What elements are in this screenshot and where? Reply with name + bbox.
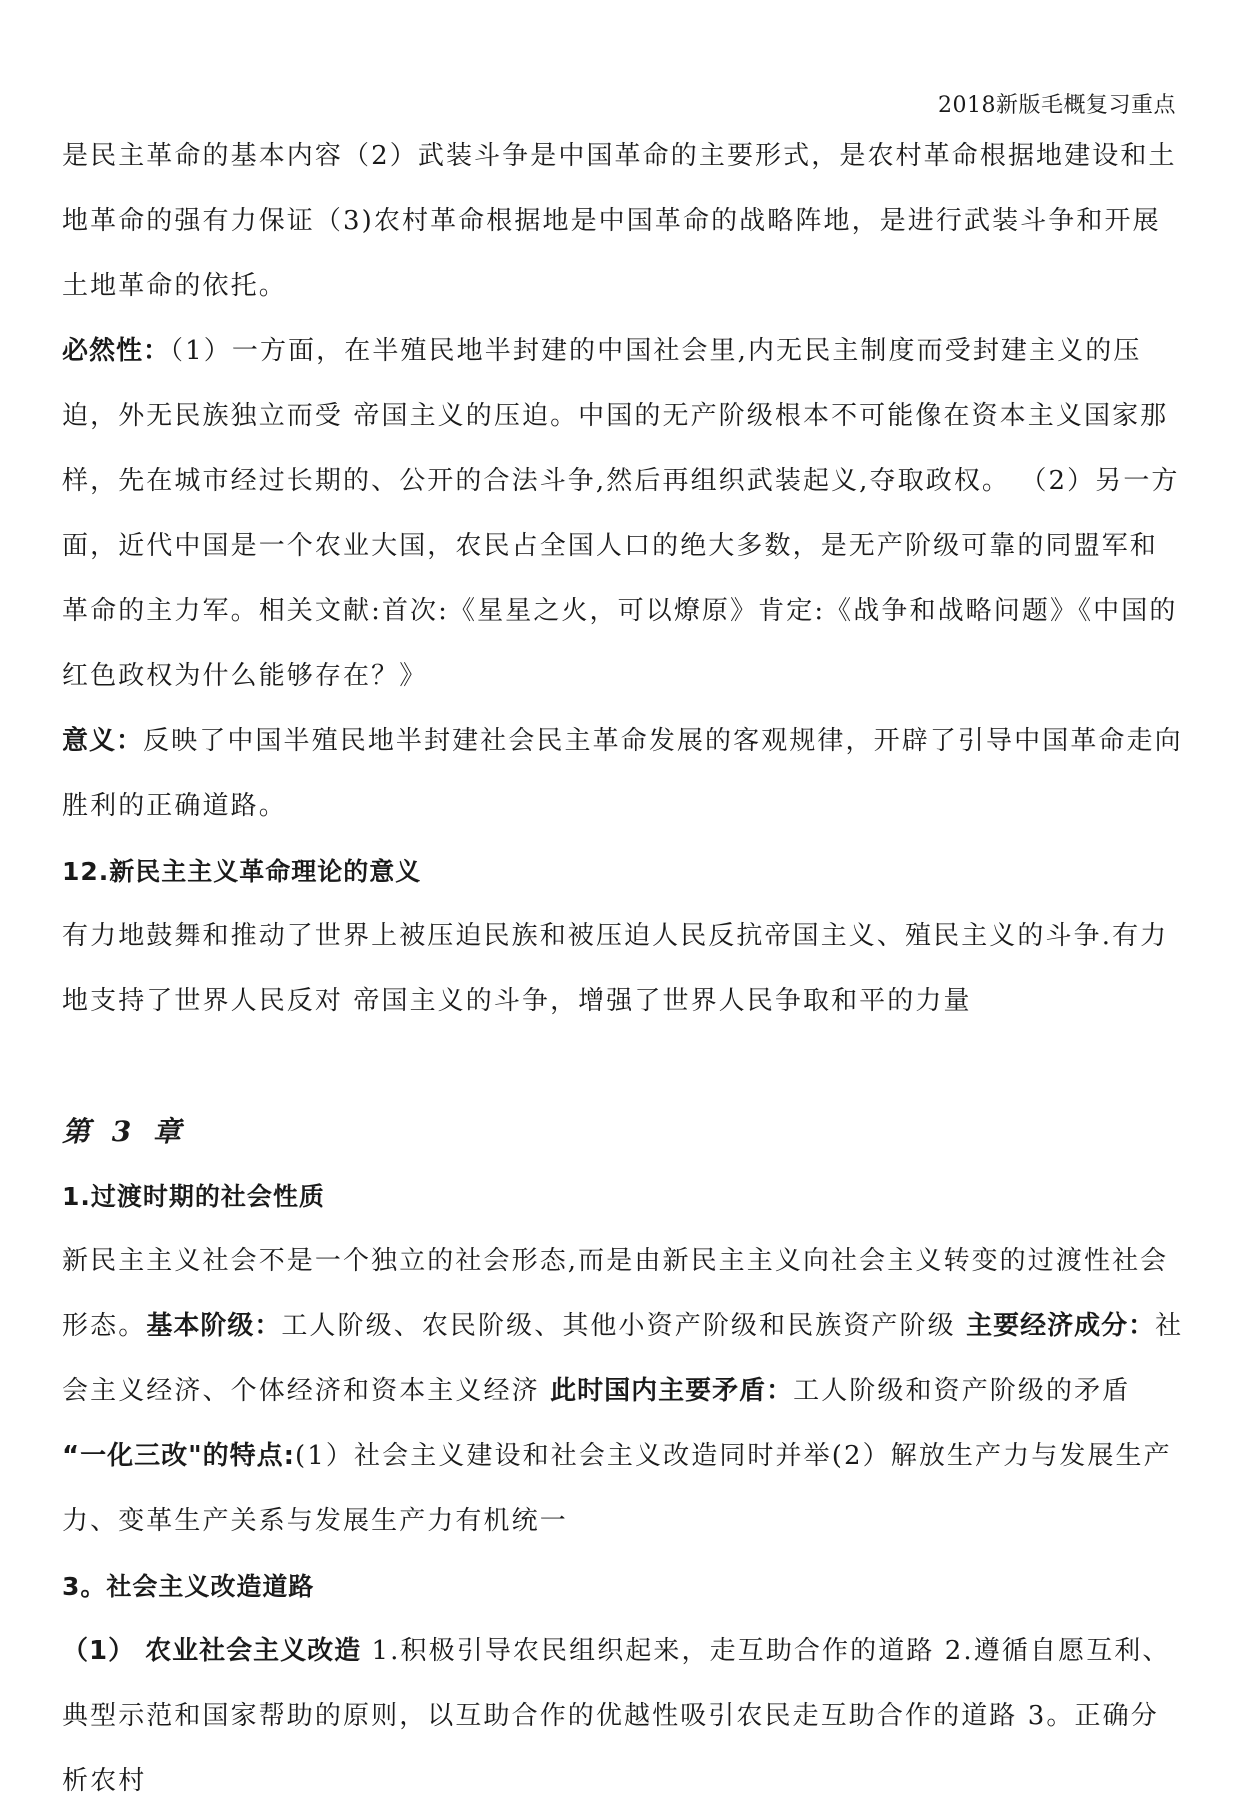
text-significance: 反映了中国半殖民地半封建社会民主革命发展的客观规律，开辟了引导中国革命走向胜利的正确道路。: [62, 726, 1183, 821]
text-transition-3: 社会主义经济、个体经济和资本主义经济: [62, 1311, 1184, 1406]
label-basic-class: 基本阶级：: [146, 1311, 282, 1341]
text-agriculture: 1.积极引导农民组织起来，走互助合作的道路 2.遵循自愿互利、典型示范和国家帮助的原则，以互助合作的优越性吸引农民走互助合作的道路 3。正确分析农村: [62, 1636, 1171, 1796]
label-features: “一化三改"的特点:: [62, 1441, 296, 1471]
label-significance: 意义：: [62, 726, 144, 756]
paragraph-necessity: [62, 319, 1184, 709]
paragraph-agriculture-reform: [62, 1619, 1184, 1814]
paragraph-transition-nature: [62, 1229, 1184, 1424]
text-features: (1）社会主义建设和社会主义改造同时并举(2）解放生产力与发展生产力、变革生产关系与发展生产力有机统一: [62, 1441, 1172, 1536]
label-agriculture: （1） 农业社会主义改造: [62, 1636, 362, 1666]
text-transition-4: 工人阶级和资产阶级的矛盾: [793, 1376, 1131, 1406]
label-necessity: 必然性：: [62, 336, 171, 366]
text-transition-1: 新民主主义社会不是一个独立的社会形态,而是由新民主主义向社会主义转变的过渡性社会形态。: [62, 1246, 1169, 1341]
heading-section-3: 3。社会主义改造道路: [62, 1572, 315, 1601]
chapter-heading: 第 3 章: [62, 1115, 187, 1148]
text-necessity: （1）一方面，在半殖民地半封建的中国社会里,内无民主制度而受封建主义的压迫，外无民族独立而受 帝国主义的压迫。中国的无产阶级根本不可能像在资本主义国家那样，先在城市经过长期的、公开的合法斗争,然后再组织武装起义,夺取政权。 （2）另一方面，近代中国是一个农业大国，农民占全国人口的绝大多数，是无产阶级可靠的同盟军和革命的主力军。相关文献:首次:《星星之火，可以燎原》肯定:《战争和战略问题》《中国的红色政权为什么能够存在？》: [62, 336, 1180, 691]
label-main-contradiction: 此时国内主要矛盾：: [550, 1376, 794, 1406]
page-header: 2018新版毛概复习重点: [938, 93, 1176, 118]
paragraph-revolution-content: 是民主革命的基本内容（2）武装斗争是中国革命的主要形式，是农村革命根据地建设和土地革命的强有力保证（3)农村革命根据地是中国革命的战略阵地，是进行武装斗争和开展土地革命的依托。: [62, 141, 1177, 301]
document-body: [62, 124, 1184, 1814]
paragraph-theory-significance: 有力地鼓舞和推动了世界上被压迫民族和被压迫人民反抗帝国主义、殖民主义的斗争.有力地支持了世界人民反对 帝国主义的斗争，增强了世界人民争取和平的力量: [62, 921, 1169, 1016]
label-economic-components: 主要经济成分：: [966, 1311, 1156, 1341]
heading-section-1: 1.过渡时期的社会性质: [62, 1182, 325, 1211]
paragraph-significance: [62, 709, 1184, 839]
paragraph-one-transform-three: [62, 1424, 1184, 1554]
heading-section-12: 12.新民主主义革命理论的意义: [62, 857, 422, 886]
spacer: [62, 1034, 1184, 1099]
text-transition-2: 工人阶级、农民阶级、其他小资产阶级和民族资产阶级: [281, 1311, 967, 1341]
